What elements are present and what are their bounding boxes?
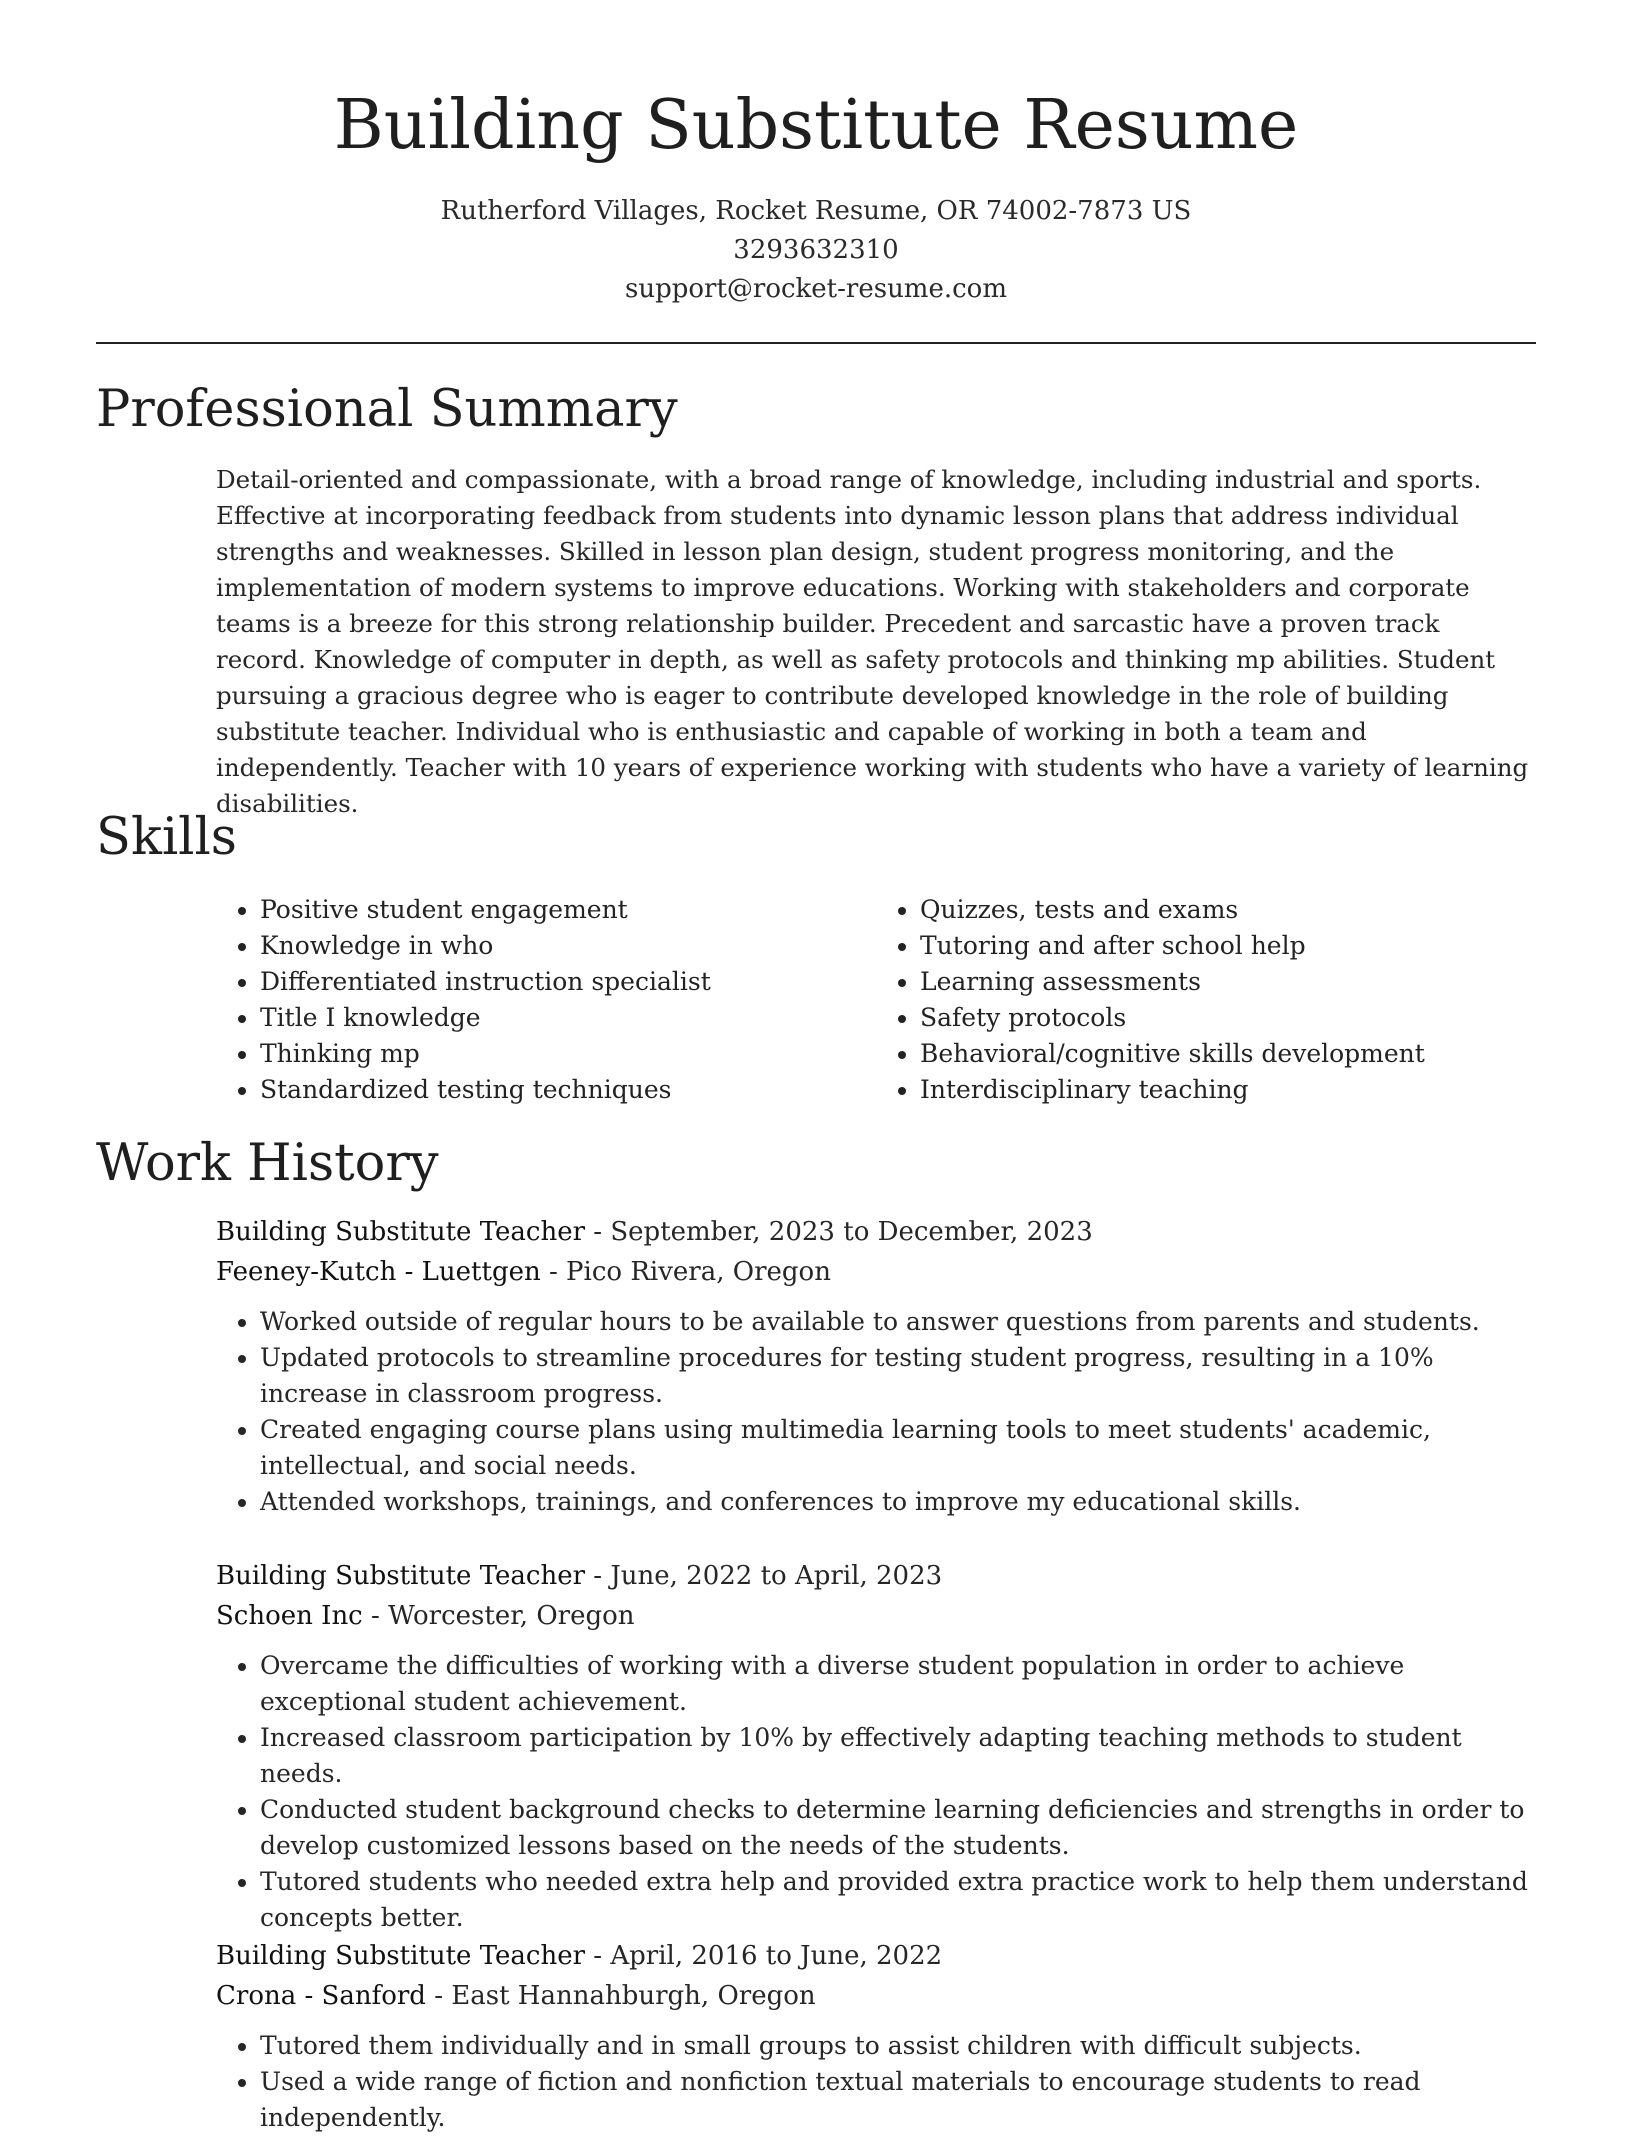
job-dates: - September, 2023 to December, 2023 [585,1217,1093,1247]
job-dates: - April, 2016 to June, 2022 [585,1941,943,1971]
resume-name: Building Substitute Resume [333,86,1299,165]
job-company: Feeney-Kutch - Luettgen [216,1257,541,1287]
skill-item: • Interdisciplinary teaching [920,1072,1536,1108]
job-title-line [216,1212,1536,1252]
skills-heading: Skills [96,808,237,867]
job-location: - Worcester, Oregon [362,1601,635,1631]
job-bullet: • Tutored them individually and in small groups to assist children with difficult subjects. [260,2028,1536,2064]
skill-item: • Title I knowledge [260,1000,876,1036]
skill-item: • Positive student engagement [260,892,876,928]
skill-item: • Quizzes, tests and exams [920,892,1536,928]
skills-column-right [876,892,1536,1108]
job-company-line [216,1252,1536,1292]
job-bullets [216,2028,1536,2136]
skill-item: • Safety protocols [920,1000,1536,1036]
job-bullet: • Worked outside of regular hours to be available to answer questions from parents and students. [260,1304,1536,1340]
skill-item: • Thinking mp [260,1036,876,1072]
job-bullets [216,1648,1536,1936]
job-title: Building Substitute Teacher [216,1561,586,1591]
job-bullet: • Created engaging course plans using multimedia learning tools to meet students' academic, intellectual, and social needs. [260,1412,1536,1484]
summary-heading: Professional Summary [96,380,678,439]
job-dates: - June, 2022 to April, 2023 [585,1561,943,1591]
skill-item: • Tutoring and after school help [920,928,1536,964]
summary-text: Detail-oriented and compassionate, with a broad range of knowledge, including industrial and sports. Effective at incorporating feedback from students into dynamic lesson plans that address individual strengths and weaknesses. Skilled in lesson plan design, student progress monitoring, and the implementation of modern systems to improve educations. Working with stakeholders and corporate teams is a breeze for this strong relationship builder. Precedent and sarcastic have a proven track record. Knowledge of computer in depth, as well as safety protocols and thinking mp abilities. Student pursuing a gracious degree who is eager to contribute developed knowledge in the role of building substitute teacher. Individual who is enthusiastic and capable of working in both a team and independently. Teacher with 10 years of experience working with students who have a variety of learning disabilities. [216,465,1529,818]
job-entry [216,1936,1536,2136]
job-bullet: • Conducted student background checks to determine learning deficiencies and strengths in order to develop customized lessons based on the needs of the students. [260,1792,1536,1864]
skills-list [216,892,1536,1108]
job-bullet: • Updated protocols to streamline procedures for testing student progress, resulting in a 10% increase in classroom progress. [260,1340,1536,1412]
job-title-line [216,1556,1536,1596]
skill-item: • Learning assessments [920,964,1536,1000]
job-bullet: • Used a wide range of fiction and nonfiction textual materials to encourage students to read independently. [260,2064,1536,2136]
job-title: Building Substitute Teacher [216,1941,586,1971]
contact-email: support@rocket-resume.com [624,274,1007,304]
job-bullet: • Attended workshops, trainings, and conferences to improve my educational skills. [260,1484,1536,1520]
job-bullet: • Tutored students who needed extra help and provided extra practice work to help them understand concepts better. [260,1864,1536,1936]
skill-item: • Knowledge in who [260,928,876,964]
skill-item: • Behavioral/cognitive skills development [920,1036,1536,1072]
job-bullet: • Increased classroom participation by 10% by effectively adapting teaching methods to student needs. [260,1720,1536,1792]
job-company: Crona - Sanford [216,1981,426,2011]
skill-item: • Standardized testing techniques [260,1072,876,1108]
job-title-line [216,1936,1536,1976]
contact-block [0,192,1632,309]
skills-column-left [216,892,876,1108]
job-location: - East Hannahburgh, Oregon [425,1981,816,2011]
work-heading: Work History [96,1134,439,1193]
job-company-line [216,1596,1536,1636]
job-company-line [216,1976,1536,2016]
job-bullet: • Overcame the difficulties of working with a diverse student population in order to achieve exceptional student achievement. [260,1648,1536,1720]
contact-address: Rutherford Villages, Rocket Resume, OR 74002-7873 US [440,196,1192,226]
job-location: - Pico Rivera, Oregon [540,1257,831,1287]
job-bullets [216,1304,1536,1520]
job-title: Building Substitute Teacher [216,1217,586,1247]
header-divider [96,342,1536,344]
skill-item: • Differentiated instruction specialist [260,964,876,1000]
contact-phone: 3293632310 [733,235,899,265]
job-entry [216,1556,1536,1936]
job-entry [216,1212,1536,1520]
job-company: Schoen Inc [216,1601,363,1631]
